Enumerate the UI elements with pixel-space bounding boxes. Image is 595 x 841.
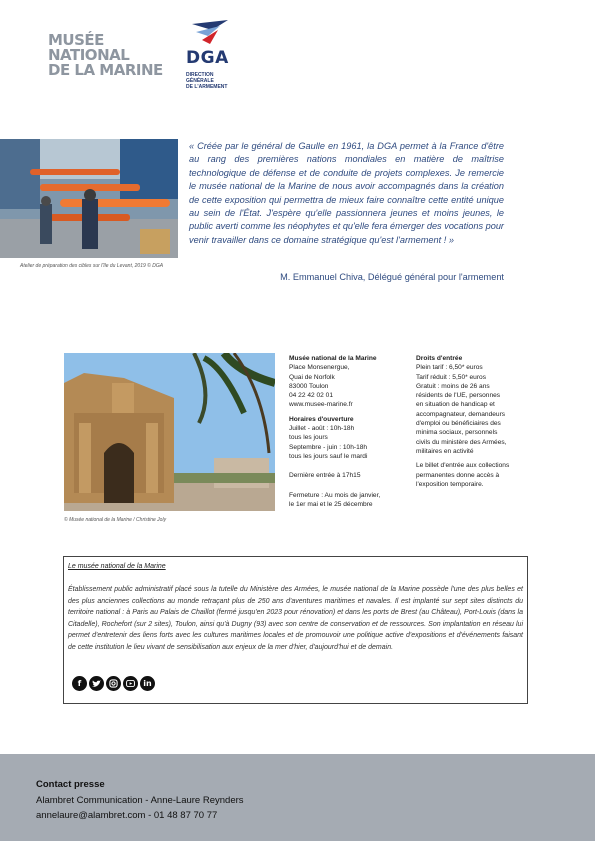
address-title: Musée national de la Marine	[289, 355, 377, 362]
museum-facade-photo	[64, 353, 275, 511]
ticket-note: l'exposition temporaire.	[416, 480, 484, 488]
press-title: Contact presse	[36, 779, 105, 790]
musee-logo	[48, 31, 163, 79]
twitter-icon[interactable]	[89, 676, 104, 691]
hours-line: tous les jours	[289, 434, 328, 442]
ticket-note: permanentes donne accès à	[416, 471, 500, 479]
about-text: Établissement public administratif placé sous la tutelle du Ministère des Armées, le musée national de la Marine possède l'une des plus belles et des plus anciennes collections au monde retraçant plus de 250 ans d'aventures maritimes et navales. Il est implanté sur sept sites distincts du territoire national : à Paris au Palais de Chaillot (fermé jusqu'en 2023 pour rénovation) et dans les ports de Brest (au Château), Port-Louis (dans la Citadelle), Rochefort (sur 2 sites), Toulon, ainsi qu'à Dugny (93) avec son centre de conservation et de ressources. Son implantation en réseau lui permet d'entretenir des liens forts avec les cultures maritimes locales et de promouvoir une politique active d'expositions et d'événements faisant de cette institution le lieu vivant de sensibilisation aux enjeux de la mer d'hier, d'aujourd'hui et de demain.	[68, 586, 523, 651]
hours-line: Juillet - août : 10h-18h	[289, 425, 355, 433]
social-icons	[72, 676, 155, 691]
closing-line: le 1er mai et le 25 décembre	[289, 500, 373, 508]
address-line: Quai de Norfolk	[289, 373, 335, 381]
price-line: en situation de handicap et	[416, 401, 495, 409]
address-line: 83000 Toulon	[289, 382, 329, 390]
workshop-photo-caption: Atelier de préparation des cibles sur l'île du Levant, 2019 © DGA	[20, 263, 164, 269]
price-line: résidents de l'UE, personnes	[416, 392, 501, 400]
hours-line: Septembre - juin : 10h-18h	[289, 443, 368, 451]
instagram-icon[interactable]	[106, 676, 121, 691]
dga-sub-line: DE L'ARMEMENT	[186, 84, 228, 90]
dga-sub-line: GÉNÉRALE	[186, 78, 214, 84]
price-line: d'emploi ou bénéficiaires des	[416, 420, 501, 428]
linkedin-icon[interactable]: in	[140, 676, 155, 691]
dga-word: DGA	[186, 48, 229, 68]
workshop-photo	[0, 139, 178, 258]
price-line: minima sociaux, personnels	[416, 429, 498, 437]
quote-author: M. Emmanuel Chiva, Délégué général pour l'armement	[280, 272, 504, 282]
price-line: Gratuit : moins de 26 ans	[416, 382, 490, 390]
hours-title: Horaires d'ouverture	[289, 415, 354, 423]
about-title: Le musée national de la Marine	[68, 563, 166, 570]
prices-title: Droits d'entrée	[416, 355, 463, 362]
musee-logo-line: NATIONAL	[48, 46, 130, 64]
prices-column	[416, 354, 534, 489]
facebook-icon[interactable]: f	[72, 676, 87, 691]
dga-arrow-icon	[190, 20, 230, 46]
price-line: Plein tarif : 6,50* euros	[416, 364, 483, 372]
price-line: militaires en activité	[416, 447, 474, 455]
phone-number: 04 22 42 02 01	[289, 392, 333, 400]
visitor-info-column	[289, 354, 407, 509]
price-line: civils du ministère des Armées,	[416, 438, 507, 446]
press-agency: Alambret Communication - Anne-Laure Reynders	[36, 794, 244, 806]
dga-logo	[182, 20, 242, 95]
price-line: accompagnateur, demandeurs	[416, 410, 506, 418]
museum-photo-caption: © Musée national de la Marine / Christine Joly	[64, 517, 167, 523]
last-entry: Dernière entrée à 17h15	[289, 472, 361, 480]
press-email-phone[interactable]: annelaure@alambret.com - 01 48 87 70 77	[36, 810, 218, 821]
musee-logo-line: MUSÉE	[48, 31, 104, 49]
ticket-note: Le billet d'entrée aux collections	[416, 462, 510, 470]
hours-line: tous les jours sauf le mardi	[289, 452, 368, 460]
closing-line: Fermeture : Au mois de janvier,	[289, 491, 381, 499]
dga-sub-line: DIRECTION	[186, 72, 214, 78]
price-line: Tarif réduit : 5,50* euros	[416, 373, 487, 381]
youtube-icon[interactable]	[123, 676, 138, 691]
dga-subtitle	[186, 72, 227, 90]
press-contact	[36, 777, 244, 824]
musee-logo-line: DE LA MARINE	[48, 61, 163, 79]
address-line: Place Monsenergue,	[289, 364, 350, 372]
dga-quote: « Créée par le général de Gaulle en 1961, la DGA permet à la France d'être au rang des premières nations mondiales en matière de maîtrise technologique de défense et de conduite de projets complexes. Je remercie le musée national de la Marine de nous avoir accompagnés dans la création de cette exposition qui permettra de mieux faire connaître cette entité unique au sein de l'État. J'espère qu'elle passionnera jeunes et moins jeunes, le public averti comme les néophytes et qu'elle fera émerger des vocations pour venir travailler dans ce domaine stratégique qu'est l'armement ! »	[189, 141, 504, 245]
website-link[interactable]: www.musee-marine.fr	[289, 401, 353, 409]
